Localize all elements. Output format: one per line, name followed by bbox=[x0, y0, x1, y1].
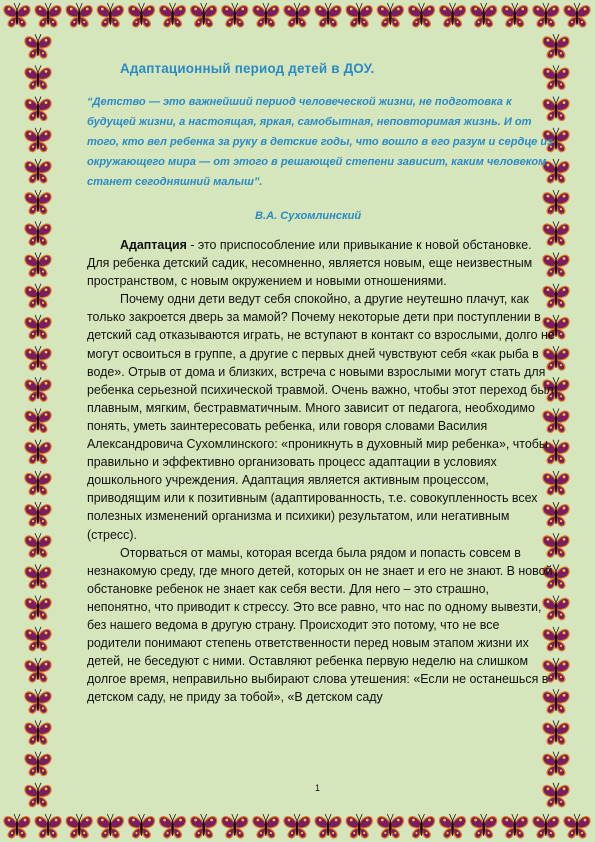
butterfly-icon bbox=[25, 377, 51, 401]
butterfly-icon bbox=[564, 3, 590, 27]
butterfly-icon bbox=[97, 814, 123, 838]
butterfly-icon bbox=[502, 3, 528, 27]
butterfly-icon bbox=[25, 409, 51, 433]
paragraph-adaptation-text: - это приспособление или привыкание к новой обстановке. Для ребенка детский садик, несомненно, является новым, еще неизвестным пространством, с новым окружением и новыми отношениями. bbox=[87, 238, 533, 289]
butterfly-icon bbox=[159, 814, 185, 838]
butterfly-icon bbox=[25, 689, 51, 713]
butterfly-icon bbox=[253, 3, 279, 27]
butterfly-icon bbox=[25, 65, 51, 89]
paragraph-separation: Оторваться от мамы, которая всегда была рядом и попасть совсем в незнакомую среду, где много детей, которых он не знает и его не знают. В новой обстановке ребенок не знает как себя вести. Для него – это страшно, непонятно, что приводит к стрессу. Это все равно, что нас по одному вывезти, без нашего ведома в другую страну. Происходит это потому, что не все родители понимают степень ответственности перед новым этапом жизни их детей, не беседуют с ними. Оставляют ребенка первую неделю на слишком долгое время, неправильно выбирают слова утешения: «Если не останешься в детском саду, не приду за тобой», «В детском саду bbox=[87, 545, 553, 705]
butterfly-icon bbox=[25, 315, 51, 339]
butterfly-icon bbox=[284, 3, 310, 27]
butterfly-icon bbox=[25, 190, 51, 214]
butterfly-icon bbox=[25, 221, 51, 245]
butterfly-icon bbox=[191, 3, 217, 27]
butterfly-icon bbox=[543, 34, 569, 58]
butterfly-icon bbox=[543, 65, 569, 89]
butterfly-icon bbox=[543, 752, 569, 776]
butterfly-icon bbox=[408, 814, 434, 838]
butterfly-icon bbox=[253, 814, 279, 838]
butterfly-icon bbox=[25, 34, 51, 58]
butterfly-icon bbox=[25, 502, 51, 526]
butterfly-icon bbox=[377, 814, 403, 838]
butterfly-icon bbox=[25, 783, 51, 807]
butterfly-icon bbox=[25, 720, 51, 744]
butterfly-icon bbox=[471, 3, 497, 27]
butterfly-icon bbox=[66, 814, 92, 838]
butterfly-icon bbox=[439, 3, 465, 27]
butterfly-icon bbox=[222, 814, 248, 838]
butterfly-icon bbox=[543, 783, 569, 807]
butterfly-icon bbox=[222, 3, 248, 27]
butterfly-icon bbox=[25, 159, 51, 183]
butterfly-icon bbox=[408, 3, 434, 27]
butterfly-icon bbox=[35, 3, 61, 27]
butterfly-icon bbox=[4, 814, 30, 838]
butterfly-icon bbox=[25, 97, 51, 121]
article-body bbox=[87, 236, 555, 706]
butterfly-icon bbox=[35, 814, 61, 838]
butterfly-icon bbox=[66, 3, 92, 27]
page-number: 1 bbox=[315, 783, 321, 793]
butterfly-icon bbox=[25, 471, 51, 495]
butterfly-icon bbox=[346, 3, 372, 27]
page-title: Адаптационный период детей в ДОУ. bbox=[120, 61, 375, 76]
butterfly-icon bbox=[97, 3, 123, 27]
butterfly-icon bbox=[25, 284, 51, 308]
paragraph-adaptation bbox=[87, 236, 555, 290]
butterfly-icon bbox=[128, 814, 154, 838]
butterfly-icon bbox=[191, 814, 217, 838]
butterfly-icon bbox=[377, 3, 403, 27]
epigraph-author: В.А. Сухомлинский bbox=[255, 210, 362, 222]
butterfly-icon bbox=[346, 814, 372, 838]
butterfly-icon bbox=[25, 533, 51, 557]
butterfly-icon bbox=[502, 814, 528, 838]
butterfly-icon bbox=[315, 814, 341, 838]
butterfly-icon bbox=[25, 627, 51, 651]
butterfly-icon bbox=[25, 128, 51, 152]
butterfly-icon bbox=[471, 814, 497, 838]
butterfly-icon bbox=[533, 814, 559, 838]
butterfly-icon bbox=[25, 253, 51, 277]
butterfly-icon bbox=[25, 658, 51, 682]
butterfly-icon bbox=[25, 440, 51, 464]
butterfly-icon bbox=[4, 3, 30, 27]
term-adaptation: Адаптация bbox=[120, 238, 187, 252]
butterfly-icon bbox=[159, 3, 185, 27]
butterfly-icon bbox=[25, 564, 51, 588]
butterfly-icon bbox=[25, 596, 51, 620]
butterfly-icon bbox=[564, 814, 590, 838]
epigraph-quote: “Детство — это важнейший период человеческой жизни, не подготовка к будущей жизни, а настоящая, яркая, самобытная, неповторимая жизнь. И от того, кто вел ребенка за руку в детские годы, что вошло в его разум и сердце из окружающего мира — от этого в решающей степени зависит, каким человеком станет сегодняшний малыш”. bbox=[87, 96, 553, 188]
butterfly-icon bbox=[543, 190, 569, 214]
butterfly-icon bbox=[439, 814, 465, 838]
butterfly-icon bbox=[25, 346, 51, 370]
butterfly-icon bbox=[25, 752, 51, 776]
butterfly-icon bbox=[128, 3, 154, 27]
butterfly-icon bbox=[315, 3, 341, 27]
paragraph-behavior: Почему одни дети ведут себя спокойно, а другие неутешно плачут, как только закроется дверь за мамой? Почему некоторые дети при поступлении в детский сад отказываются играть, не вступают в контакт со взрослыми, долго не могут освоиться в группе, а другие с первых дней чувствуют себя «как рыба в воде». Отрыв от дома и близких, встреча с новыми взрослыми могут стать для ребенка серьезной психической травмой. Очень важно, чтобы этот переход был плавным, мягким, бестравматичным. Много зависит от педагога, необходимо понять, уметь заинтересовать ребенка, или говоря словами Василия Александровича Сухомлинского: «проникнуть в духовный мир ребенка», чтобы правильно и эффективно организовать процесс адаптации в условиях дошкольного учреждения. Адаптация является активным процессом, приводящим или к позитивным (адаптированность, т.е. совокупленность всех полезных изменений организма и психики) результатом, или негативным (стресс). bbox=[87, 292, 555, 542]
butterfly-icon bbox=[533, 3, 559, 27]
butterfly-icon bbox=[284, 814, 310, 838]
butterfly-icon bbox=[543, 720, 569, 744]
